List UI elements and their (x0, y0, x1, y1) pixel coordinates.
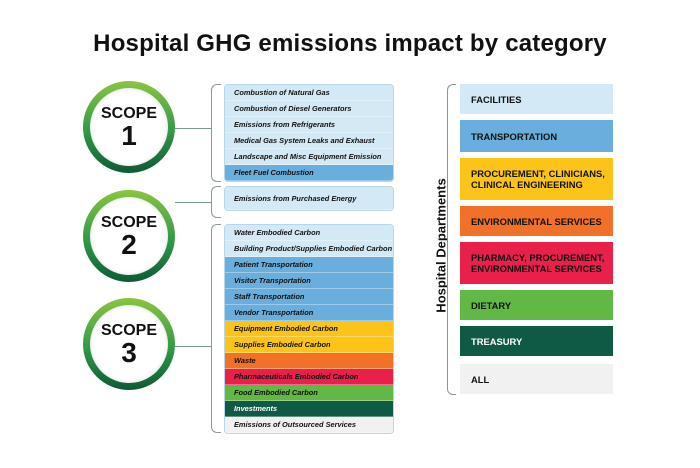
diagram-title: Hospital GHG emissions impact by category (93, 30, 607, 57)
scope-1-word: SCOPE (100, 104, 157, 122)
emission-source-row: Food Embodied Carbon (225, 385, 393, 401)
department-box: TREASURY (460, 326, 613, 356)
emission-source-row: Staff Transportation (225, 289, 393, 305)
scope-1-connector (175, 128, 211, 129)
department-box: PROCUREMENT, CLINICIANS, CLINICAL ENGINEERING (460, 158, 613, 200)
scope-3-bracket (211, 224, 221, 433)
scope-3-number: 3 (121, 336, 137, 368)
emission-source-row: Equipment Embodied Carbon (225, 321, 393, 337)
scope-1-items (224, 84, 394, 182)
department-box: ALL (460, 364, 613, 394)
scope-3-circle (83, 298, 175, 390)
scope-1-number: 1 (121, 119, 137, 151)
scope-2-connector (175, 202, 211, 203)
emission-source-row: Pharmaceuticals Embodied Carbon (225, 369, 393, 385)
scope-2-items (224, 186, 394, 211)
emission-source-row: Emissions from Purchased Energy (225, 187, 393, 210)
emission-source-row: Vendor Transportation (225, 305, 393, 321)
emission-source-row: Combustion of Natural Gas (225, 85, 393, 101)
scope-2-circle (83, 190, 175, 282)
scope-3-items (224, 224, 394, 434)
emission-source-row: Supplies Embodied Carbon (225, 337, 393, 353)
scope-2-word: SCOPE (100, 213, 157, 231)
emission-source-row: Medical Gas System Leaks and Exhaust (225, 133, 393, 149)
scope-2-bracket (211, 186, 221, 218)
department-box: DIETARY (460, 290, 613, 320)
emission-source-row: Visitor Transportation (225, 273, 393, 289)
scope-3-word: SCOPE (100, 321, 157, 339)
scope-1-bracket (211, 84, 221, 182)
departments-label-text: Hospital Departments (433, 178, 449, 313)
emission-source-row: Water Embodied Carbon (225, 225, 393, 241)
emission-source-row: Building Product/Supplies Embodied Carbon (225, 241, 393, 257)
departments-bracket (447, 84, 456, 395)
emission-source-row: Landscape and Misc Equipment Emission (225, 149, 393, 165)
emission-source-row: Fleet Fuel Combustion (225, 165, 393, 181)
emission-source-row: Patient Transportation (225, 257, 393, 273)
department-box: FACILITIES (460, 84, 613, 114)
emission-source-row: Investments (225, 401, 393, 417)
scope-3-connector (175, 346, 211, 347)
scope-2-number: 2 (121, 228, 137, 260)
department-box: PHARMACY, PROCUREMENT, ENVIRONMENTAL SERVICES (460, 242, 613, 284)
scope-1-circle (83, 81, 175, 173)
department-box: ENVIRONMENTAL SERVICES (460, 206, 613, 236)
emission-source-row: Emissions of Outsourced Services (225, 417, 393, 433)
department-box: TRANSPORTATION (460, 120, 613, 152)
emission-source-row: Combustion of Diesel Generators (225, 101, 393, 117)
emission-source-row: Waste (225, 353, 393, 369)
emission-source-row: Emissions from Refrigerants (225, 117, 393, 133)
